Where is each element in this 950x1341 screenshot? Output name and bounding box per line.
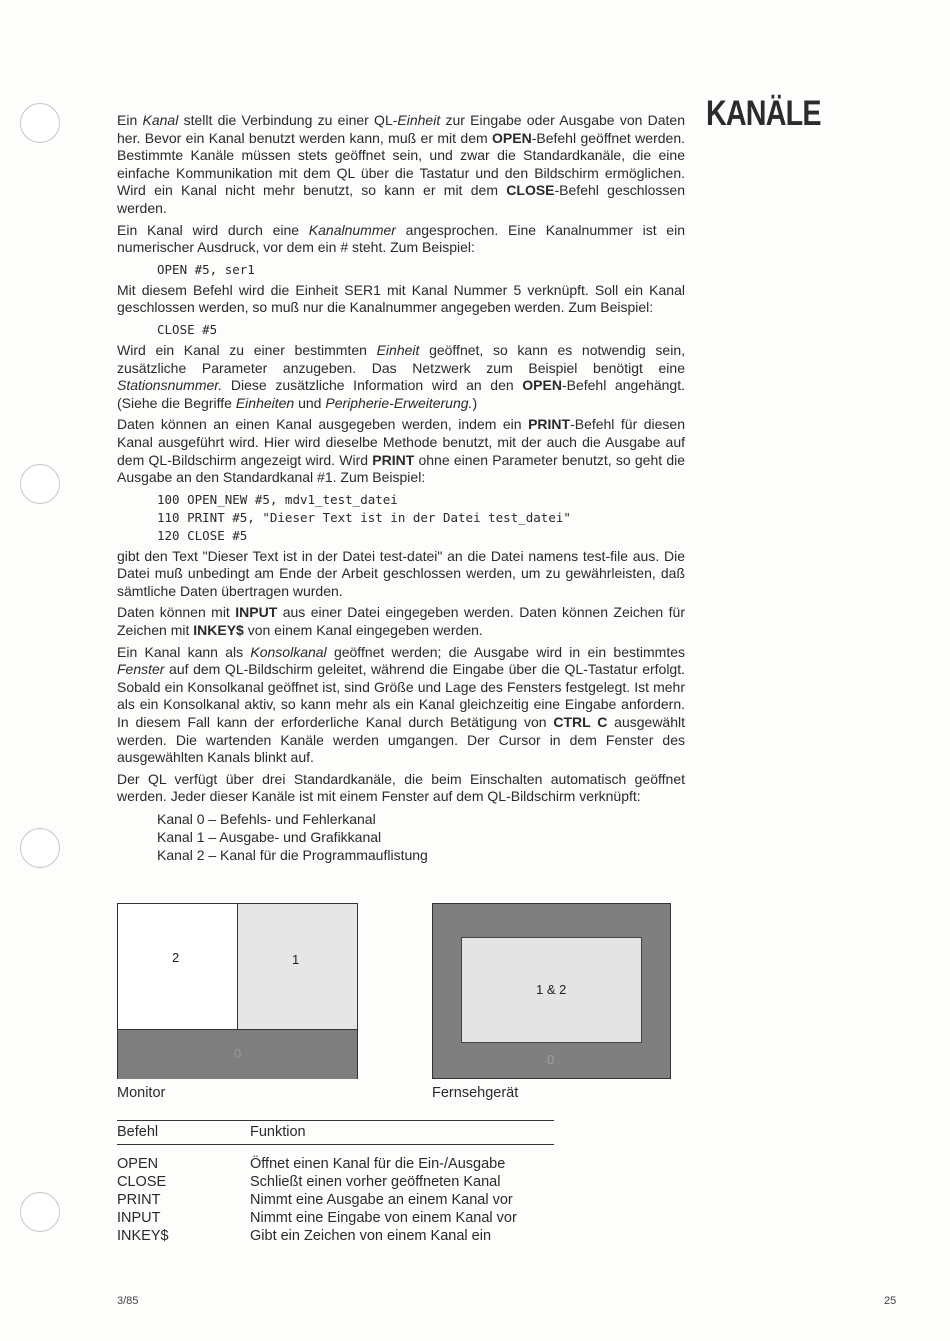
cell-function: Nimmt eine Eingabe von einem Kanal vor: [250, 1210, 517, 1226]
monitor-label-0: 0: [234, 1046, 242, 1061]
footer-date: 3/85: [117, 1295, 139, 1307]
cell-function: Schließt einen vorher geöffneten Kanal: [250, 1174, 501, 1190]
body-text: [117, 112, 685, 864]
cell-command: INPUT: [117, 1210, 161, 1226]
paragraph-6: gibt den Text "Dieser Text ist in der Datei test-datei" an die Datei namens test-file aus. Die Datei muß unbedingt am Ende der Arbeit geschlossen werden, um zu gewährleisten, daß sämtliche Daten übertragen wurden.: [117, 547, 685, 599]
paragraph-9: Der QL verfügt über drei Standardkanäle, die beim Einschalten automatisch geöffnet werden. Jeder dieser Kanäle ist mit einem Fenster auf dem QL-Bildschirm verknüpft:: [117, 770, 685, 805]
page-title: KANÄLE: [706, 94, 821, 133]
cell-function: Öffnet einen Kanal für die Ein-/Ausgabe: [250, 1156, 506, 1172]
monitor-window-2: [118, 904, 238, 1029]
cell-command: OPEN: [117, 1156, 159, 1172]
list-item: Kanal 1 – Ausgabe- und Grafikkanal: [157, 829, 382, 845]
punch-hole-1: [20, 103, 60, 143]
punch-hole-2: [20, 464, 60, 504]
cell-function: Nimmt eine Ausgabe an einem Kanal vor: [250, 1192, 513, 1208]
code-line-110: 110 PRINT #5, "Dieser Text ist in der Datei test_datei": [157, 509, 571, 525]
code-line-100: 100 OPEN_NEW #5, mdv1_test_datei: [157, 491, 398, 507]
paragraph-3: Mit diesem Befehl wird die Einheit SER1 mit Kanal Nummer 5 verknüpft. Soll ein Kanal geschlossen werden, so muß nur die Kanalnummer angegeben werden. Zum Beispiel:: [117, 281, 685, 316]
cell-command: CLOSE: [117, 1174, 167, 1190]
code-line-120: 120 CLOSE #5: [157, 527, 248, 543]
table-body: [117, 1145, 554, 1245]
list-item: Kanal 0 – Befehls- und Fehlerkanal: [157, 811, 376, 827]
command-table: [117, 1120, 554, 1245]
table-row: [117, 1191, 554, 1209]
paragraph-7: Daten können mit INPUT aus einer Datei eingegeben werden. Daten können Zeichen für Zeichen mit INKEY$ von einem Kanal eingegeben werden.: [117, 604, 685, 639]
tv-label-1-2: 1 & 2: [536, 982, 567, 997]
punch-hole-3: [20, 828, 60, 868]
monitor-window-0: [118, 1029, 357, 1079]
monitor-caption: Monitor: [117, 1085, 166, 1101]
monitor-label-1: 1: [292, 952, 300, 967]
table-header: [117, 1120, 554, 1145]
paragraph-8: Ein Kanal kann als Konsolkanal geöffnet werden; die Ausgabe wird in ein bestimmtes Fenster auf dem QL-Bildschirm geleitet, während die Eingabe über die QL-Tastatur erfolgt. Sobald ein Konsolkanal geöffnet ist, sind Größe und Lage des Fensters festgelegt. Ist mehr als ein Konsolkanal aktiv, so kann mehr als ein Kanal gleichzeitig eine Eingabe anfordern. In diesem Fall kann der erforderliche Kanal durch Betätigung von CTRL C ausgewählt werden. Die wartenden Kanäle werden umgangen. Der Cursor in dem Fenster des ausgewählten Kanals blinkt auf.: [117, 643, 686, 766]
paragraph-4: Wird ein Kanal zu einer bestimmten Einheit geöffnet, so kann es notwendig sein, zusätzliche Parameter anzugeben. Das Netzwerk zum Beispiel benötigt eine Stationsnummer. Diese zusätzliche Information wird an den OPEN-Befehl angehängt. (Siehe die Begriffe Einheiten und Peripherie-Erweiterung.): [117, 341, 685, 411]
header-function: Funktion: [250, 1124, 306, 1140]
page-number: 25: [884, 1295, 897, 1307]
cell-function: Gibt ein Zeichen von einem Kanal ein: [250, 1228, 492, 1244]
code-example-open: OPEN #5, ser1: [157, 261, 255, 277]
monitor-diagram: [117, 903, 358, 1079]
table-row: [117, 1173, 554, 1191]
paragraph-1: Ein Kanal stellt die Verbindung zu einer QL-Einheit zur Eingabe oder Ausgabe von Daten her. Bevor ein Kanal benutzt werden kann, muß er mit dem OPEN-Befehl geöffnet werden. Bestimmte Kanäle müssen stets geöffnet sein, und zwar die Standardkanäle, die eine einfache Kommunikation mit dem QL über die Tastatur und den Bildschirm ermöglichen. Wird ein Kanal nicht mehr benutzt, so kann er mit dem CLOSE-Befehl geschlossen werden.: [117, 112, 686, 216]
tv-window-1-2: [461, 937, 642, 1043]
table-row: [117, 1209, 554, 1227]
header-command: Befehl: [117, 1124, 159, 1140]
punch-hole-4: [20, 1192, 60, 1232]
paragraph-2: Ein Kanal wird durch eine Kanalnummer angesprochen. Eine Kanalnummer ist ein numerischer Ausdruck, vor dem ein # steht. Zum Beispiel:: [117, 221, 685, 256]
paragraph-5: Daten können an einen Kanal ausgegeben werden, indem ein PRINT-Befehl für diesen Kanal ausgeführt wird. Hier wird dieselbe Methode benutzt, mit der auch die Ausgabe auf dem QL-Bildschirm angezeigt wird. Wird PRINT ohne einen Parameter benutzt, so geht die Ausgabe an den Standardkanal #1. Zum Beispiel:: [117, 416, 686, 486]
list-item: Kanal 2 – Kanal für die Programmauflistung: [157, 847, 428, 863]
tv-label-0: 0: [547, 1052, 555, 1067]
channel-list: [157, 810, 685, 864]
cell-command: PRINT: [117, 1192, 161, 1208]
code-example-close: CLOSE #5: [157, 321, 218, 337]
table-row: [117, 1227, 554, 1245]
tv-caption: Fernsehgerät: [432, 1085, 519, 1101]
monitor-window-1: [238, 904, 357, 1029]
cell-command: INKEY$: [117, 1228, 169, 1244]
channel-diagrams: [117, 903, 677, 1103]
tv-diagram: [432, 903, 671, 1079]
table-row: [117, 1155, 554, 1173]
monitor-label-2: 2: [172, 950, 180, 965]
